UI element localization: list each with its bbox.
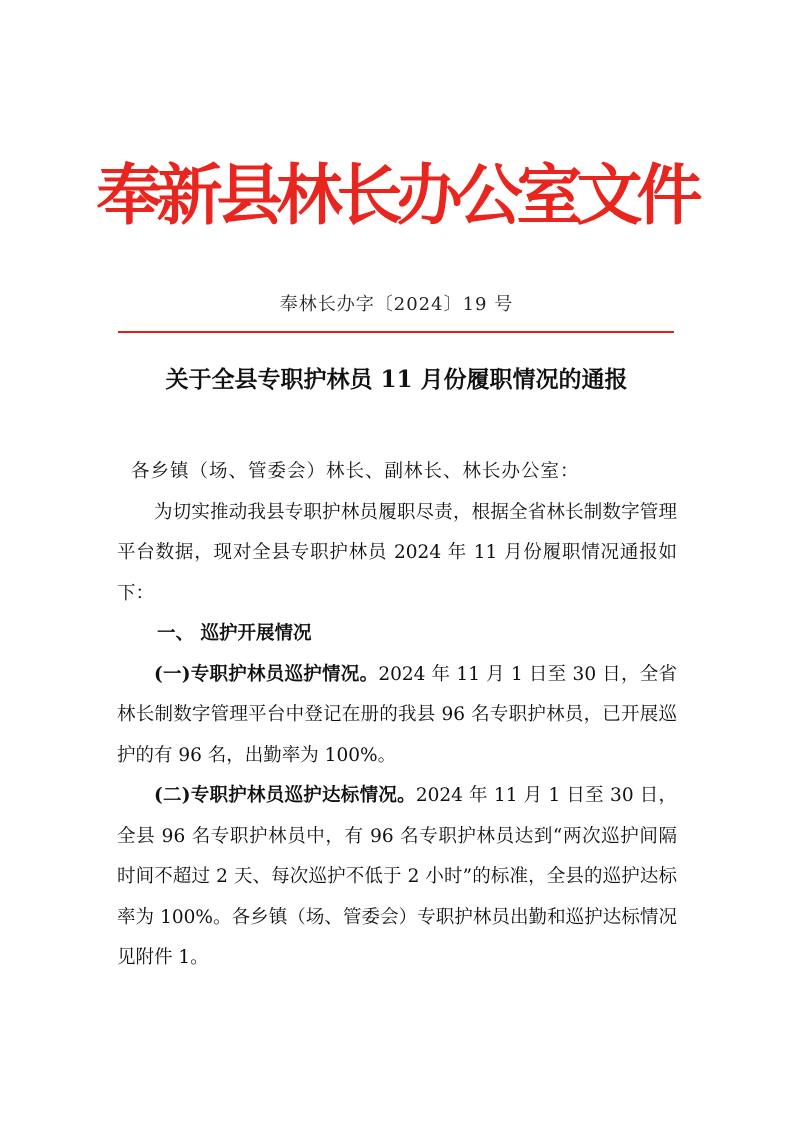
- paragraph-2: [117, 776, 677, 979]
- paragraph-1-title: (一)专职护林员巡护情况。: [154, 663, 379, 685]
- document-heading: 关于全县专职护林员 11 月份履职情况的通报: [165, 366, 628, 393]
- document-body: [117, 452, 677, 979]
- paragraph-2-title: (二)专职护林员巡护达标情况。: [154, 785, 416, 806]
- document-number: 奉林长办字〔2024〕19 号: [279, 294, 514, 315]
- paragraph-1-text: 2024 年 11 月 1 日至 30 日，全省林长制数字管理平台中登记在册的我县 96 名专职护林员，已开展巡护的有 96 名，出勤率为 100%。: [117, 663, 677, 766]
- section-title: 一、 巡护开展情况: [157, 623, 312, 644]
- paragraph-2-text: 2024 年 11 月 1 日至 30 日，全县 96 名专职护林员中，有 96 名专职护林员达到“两次巡护间隔时间不超过 2 天、每次巡护不低于 2 小时”的标准，全县的巡护达标率为 100%。各乡镇（场、管委会）专职护林员出勤和巡护达标情况见附件 1。: [117, 785, 677, 968]
- intro-paragraph: 为切实推动我县专职护林员履职尽责，根据全省林长制数字管理平台数据，现对全县专职护林员 2024 年 11 月份履职情况通报如下：: [117, 501, 677, 604]
- header-divider: [118, 331, 674, 333]
- paragraph-1: [117, 655, 677, 777]
- salutation: 各乡镇（场、管委会）林长、副林长、林长办公室：: [131, 461, 580, 482]
- document-header-title: 奉新县林长办公室文件: [96, 156, 697, 234]
